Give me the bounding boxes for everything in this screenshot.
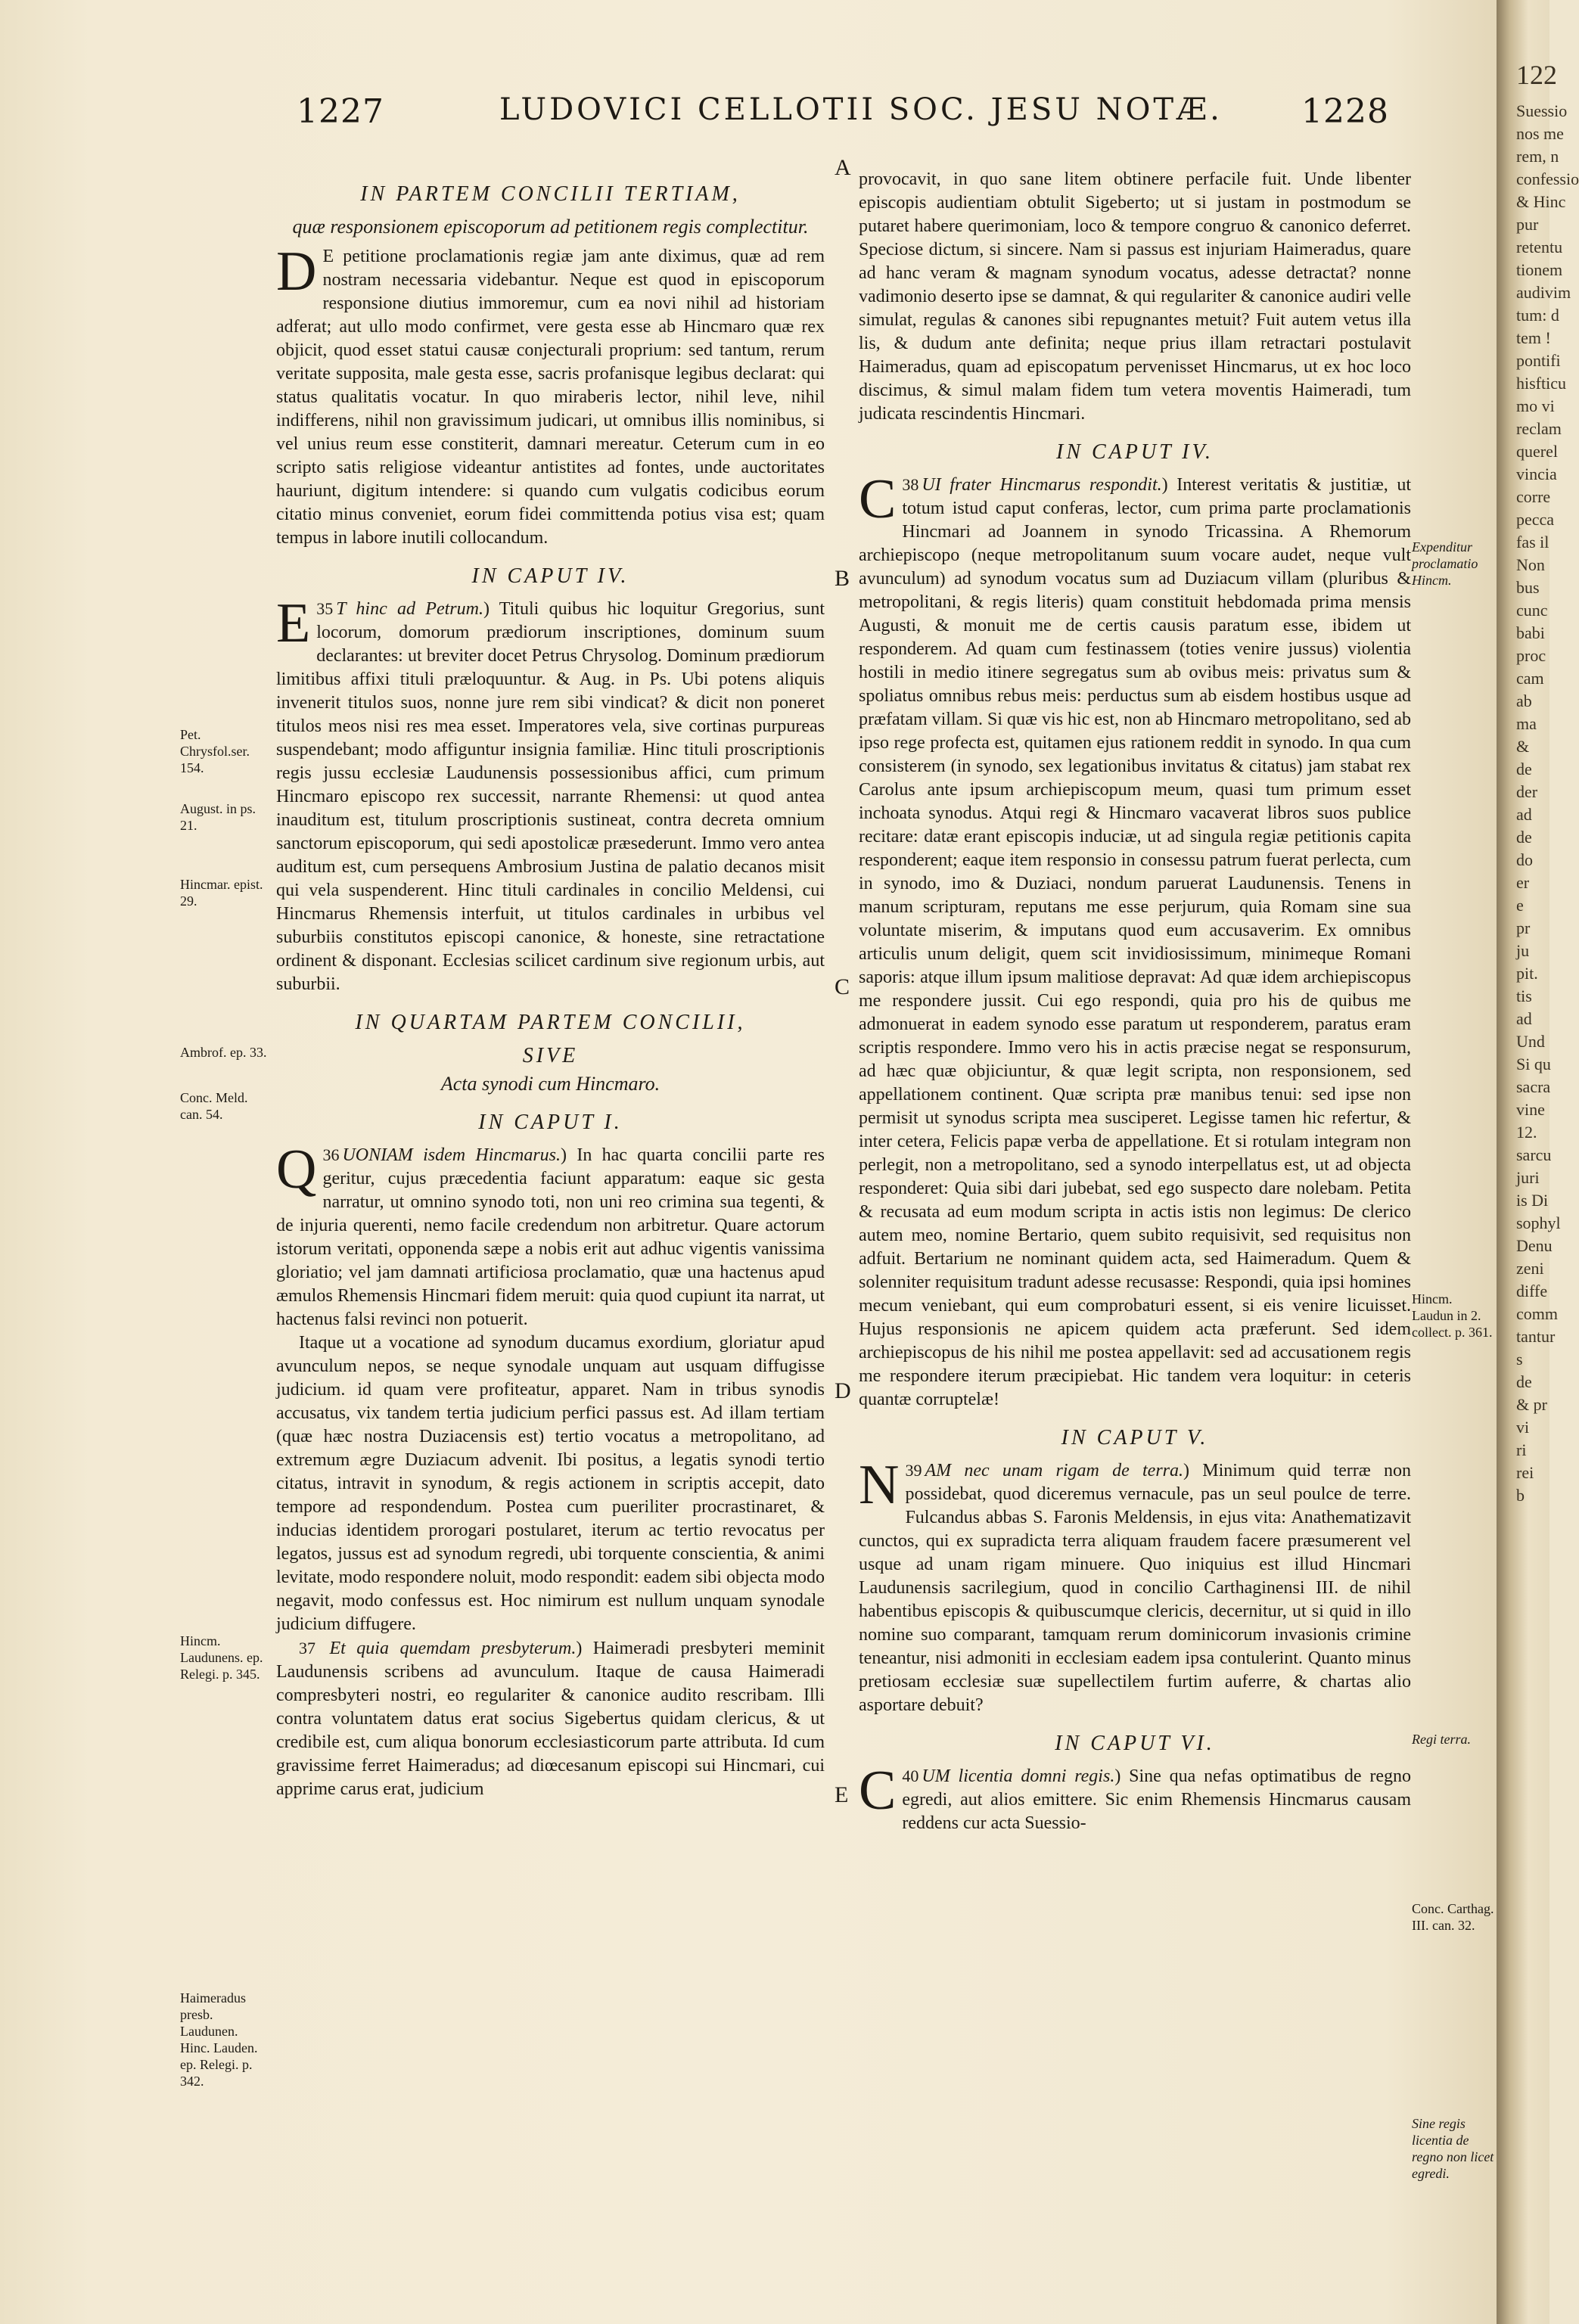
next-page-fragment: nos me <box>1516 124 1564 143</box>
next-page-fragment: is Di <box>1516 1191 1549 1210</box>
next-page-fragment: pontifi <box>1516 351 1561 370</box>
next-page-fragment: fas il <box>1516 533 1549 551</box>
paragraph-text: ) Minimum quid terræ non possidebat, quod diceremus vernacule, pas un seul poulce de terre. Fulcandus abbas S. Faronis Meldensis, in ejus vita: Anathematizavit cunctos, qui ex supradicta terra aliquam fraudem facere præsumerent vel usque ad unam rigam minuere. Quo iniquius est illud Hincmari Laudunensis sacrilegium, quod in concilio Carthaginensi III. de nihil habentibus episcopis & quibuscumque clericis, decernitur, ut si quid in illo nomine suo comparant, tamquam rerum dominicorum invasionis crimine teneantur, nisi admoniti in ecclesiam eadem ipsa contulerint. Quanto minus pretiosam ecclesiæ suæ supellectilem furtim auferre, & chartas alio asportare debuit? <box>859 1461 1412 1715</box>
next-page-fragment: pr <box>1516 918 1531 937</box>
paragraph-text: ) Sine qua nefas optimatibus de regno egredi, aut alios emittere. Sic enim Rhemensis Hincmarus causam reddens cur acta Suessio- <box>902 1766 1411 1833</box>
next-page-fragment: cam <box>1516 669 1544 688</box>
paragraph-text: provocavit, in quo sane litem obtinere perfacile fuit. Unde libenter episcopis audientiam obtulit Sigeberto; ut si justam in postmodum se putaret habere querimoniam, loco & tempore congruo & canonico deferret. Speciose dictum, si sincere. Nam si passus est injuriam Haimeradus, quare ad hanc veram & magnam synodum vocatus, adesse detractat? nonne vadimonio deserto ipse se damnat, & qui regulariter & canonice audiri velle simulat, regulas & canones sibi repugnantes metuit? Fuit autem vetus illa lis, & dudum ante definita; neque prius illam retractari postulavit Haimeradus, quam ad episcopatum pervenisset Hincmarus, ut ex hoc loco discimus, & simul malam fidem tum vetera moventis Haimeradi, tum judicata rescindentis Hincmari. <box>859 169 1411 424</box>
section-heading: IN CAPUT V. <box>1061 1426 1209 1449</box>
next-page-fragment: & <box>1516 737 1530 756</box>
section-letter: C <box>835 974 850 999</box>
paragraph <box>276 1139 825 1331</box>
next-page-fragment: bus <box>1516 578 1540 597</box>
note-lemma: T hinc ad Petrum. <box>336 599 483 619</box>
paragraph-text: Itaque ut a vocatione ad synodum ducamus exordium, gloriatur apud avunculum nepos, se neque synodale unquam aut usquam diffugisse judicium. id quam vere profiteatur, apparet. Nam in tribus synodis accusatus, vix tandem tertia judicium perfici passus est. Ad illam tertiam (quæ hæc nostra Duziacensis est) tertio vocatus a metropolitano, ad extremum ægre Duziacum advenit. Ibi positus, a legatis synodi tertio citatus, intravit in synodum, & regis actionem in scriptis accepit, dato tempore ad respondendum. Postea cum pueriliter procrastinaret, & inducias identidem prorogari postularet, iterum ac tertio revocatus per legatos, jussus est ad synodum regredi, ubi torquente conscientia, & animi levitate, modo respondere noluit, modo respondit: eadem sibi objecta modo negavit, modo confessus est. Hoc nimirum est nullum unquam synodale judicium diffugere. <box>276 1333 825 1634</box>
next-page-fragment: juri <box>1516 1168 1540 1187</box>
drop-cap: Q <box>276 1139 317 1201</box>
next-page-fragment: tum: d <box>1516 306 1559 325</box>
next-page-fragment: s <box>1516 1350 1523 1369</box>
paragraph-text: ) Haimeradi presbyteri meminit Laudunensis scribens ad avunculum. Itaque de causa Haimeradi compresbyteri nostri, eo regulariter & canonice audito rescribam. Illi contra voluntatem datus erat socius Sigebertus quidam clericus, & ut credibile est, cum aliqua bonorum ecclesiasticorum parte attributa. Id cum gravissime ferret Haimeradus; ad diœcesanum episcopi sui Hincmari, cui apprime carus erat, judicium <box>276 1639 825 1799</box>
next-page-fragment: tis <box>1516 986 1532 1005</box>
next-page-fragment: sarcu <box>1516 1145 1552 1164</box>
next-page-fragment: pecca <box>1516 510 1555 529</box>
section-heading: IN PARTEM CONCILII TERTIAM, <box>360 182 741 206</box>
next-page-fragment: mo vi <box>1516 396 1555 415</box>
paragraph-text: ) Tituli quibus hic loquitur Gregorius, sunt locorum, domorum prædiorum inscriptiones, dominum suum declarantes: ut breviter docet Petrus Chrysolog. Dominum prædiorum limitibus affixi tituli præloquuntur. & Aug. in Ps. Ubi potens aliquis invenerit titulos suos, nonne jure rem sibi vindicat? & dicit non poneret titulos meos nisi res mea esset. Imperatores vela, sive cortinas purpureas suspendebant; modo affiguntur insignia familiæ. Hinc tituli proscriptionis regis jussu ecclesiæ Laudunensis possessionibus affici, cum primum Hincmaro episcopo rex successit, narrante Rhemensi: ut quod antea inauditum est, titulum proscriptionis sustineat, contra decreta omnium sanctorum episcoporum, qui sedi apostolicæ præsederunt. Immo vero antea auditum est, cum persequens Ambrosium Justina de palatio decanos misit qui vela suspenderent. Hinc tituli cardinales in concilio Meldensi, cui Hincmarus Rhemensis interfuit, ut titulos cardinales in urbibus vel suburbiis constitutos episcopi canonice, & honeste, sine retractatione ordinent & disponant. Ecclesias scilicet cardinum sive regionum urbis, aut suburbii. <box>276 599 825 994</box>
next-page-fragment: tantur <box>1516 1327 1556 1346</box>
left-column <box>276 168 825 1801</box>
section-heading: IN CAPUT VI. <box>1055 1732 1215 1755</box>
next-page-fragment: ad <box>1516 1009 1532 1028</box>
margin-note: Hincm. Laudunens. ep. Relegi. p. 345. <box>180 1633 263 1682</box>
margin-note: Conc. Carthag. III. can. 32. <box>1412 1901 1494 1933</box>
paragraph <box>276 241 825 550</box>
paragraph-text: E petitione proclamationis regiæ jam ante diximus, quæ ad rem nostram necessaria videbantur. Neque est quod in episcoporum responsione diutius immoremur, cum ea novi nihil ad historiam adferat; aut ullo modo confirmet, vere gesta esse ab Hincmaro quæ rex objicit, quod esset statui causæ conjecturali proprium: sed tantum, rerum veritate supposita, male gesta esse, sacris profanisque legibus declarat: qui status qualitatis vocatur. In quo miraberis lector, nihil leve, nihil indifferens, nihil non gravissimum judicari, ut omnibus illis nominibus, si vel unius reum esse constiterit, damnari mereatur. Ceterum cum in eo scripto satis religiose videantur antistites ad fontes, unde auctoritates hauriunt, digitum intendere: si quando cum vulgatis codicibus eorum citatio minus conveniet, eorum fidei committenda potius visa est; quam tempus in labore inutili collocandum. <box>276 247 825 548</box>
next-page-fragment: & Hinc <box>1516 192 1566 211</box>
next-page-fragment: sophyl <box>1516 1213 1561 1232</box>
next-page-fragment: retentu <box>1516 238 1563 256</box>
next-page-fragment: reclam <box>1516 419 1562 438</box>
section-letter: A <box>835 155 851 180</box>
margin-note: Regi terra. <box>1412 1732 1471 1747</box>
margin-note: Conc. Meld. can. 54. <box>180 1090 248 1122</box>
section-subheading: quæ responsionem episcoporum ad petitionem regis complectitur. <box>292 216 809 238</box>
next-page-fragment: der <box>1516 782 1538 801</box>
margin-note: Hincm. Laudun in 2. collect. p. 361. <box>1412 1291 1493 1340</box>
next-page-fragment: ju <box>1516 941 1530 960</box>
next-page-fragment: Und <box>1516 1032 1545 1051</box>
next-page-fragment: zeni <box>1516 1259 1544 1278</box>
paragraph <box>276 1331 825 1636</box>
next-page-fragment: pit. <box>1516 964 1538 983</box>
paragraph <box>276 1636 825 1801</box>
section-heading: IN CAPUT I. <box>478 1111 623 1134</box>
paragraph <box>859 1760 1411 1835</box>
next-page-fragment: ab <box>1516 691 1532 710</box>
next-page-fragment: hisfticu <box>1516 374 1566 393</box>
next-page-fragment: Non <box>1516 555 1545 574</box>
next-page-fragment: audivim <box>1516 283 1571 302</box>
margin-note: August. in ps. 21. <box>180 801 256 833</box>
section-letter: B <box>835 566 850 591</box>
next-page-fragment: tionem <box>1516 260 1563 279</box>
note-number: 38 <box>902 475 919 494</box>
next-page-fragment: b <box>1516 1486 1525 1505</box>
note-lemma: Et quia quemdam presbyterum. <box>329 1639 577 1658</box>
next-page-fragment: vine <box>1516 1100 1545 1119</box>
next-page-fragment: proc <box>1516 646 1546 665</box>
next-page-fragment: vincia <box>1516 464 1557 483</box>
section-letter: E <box>835 1782 849 1807</box>
margin-note: Hincmar. epist. 29. <box>180 877 263 909</box>
next-page-fragment: de <box>1516 1372 1532 1391</box>
note-number: 40 <box>902 1766 919 1785</box>
next-page-fragment: Denu <box>1516 1236 1553 1255</box>
paragraph <box>859 1454 1412 1717</box>
drop-cap: C <box>859 468 897 530</box>
paragraph <box>276 592 825 996</box>
next-page-fragment: cunc <box>1516 601 1548 620</box>
next-page-fragment: ma <box>1516 714 1537 733</box>
next-page-fragment: de <box>1516 828 1532 847</box>
next-page-fragment: confessio <box>1516 169 1579 188</box>
next-page-fragment: pur <box>1516 215 1539 234</box>
running-title: LUDOVICI CELLOTII SOC. JESU NOTÆ. <box>499 92 1223 127</box>
next-page-fragment: tem ! <box>1516 328 1556 347</box>
next-page-fragment: rei <box>1516 1463 1534 1482</box>
next-page-fragment: babi <box>1516 623 1545 642</box>
next-page-fragment: comm <box>1516 1304 1558 1323</box>
next-page-fragment: er <box>1516 873 1530 892</box>
page-number-left: 1227 <box>297 92 384 131</box>
drop-cap: C <box>859 1760 897 1822</box>
note-number: 35 <box>316 599 334 618</box>
next-page-fragment: Si qu <box>1516 1055 1551 1073</box>
paragraph-text: ) In hac quarta concilii parte res geritur, cujus præcedentia faciunt apparatum: eaque sic gesta narratur, ut omnino synodo toti, non uni reo crimina sua tegenti, & de injuria querenti, nemo facile credendum non arbitretur. Quare actorum istorum veritati, opponenda sæpe a nobis erit aut adhuc vigentis vanissima gloriatio; vel jam damnati artificiosa proclamatio, quæ una hactenus apud æmulos Rhemensis Hincmari fidem meruit: quia quod cupiunt ita narrat, ut hactenus falsi revinci non potuerit. <box>276 1145 825 1329</box>
note-number: 36 <box>322 1145 340 1164</box>
section-heading-sive: SIVE <box>522 1044 579 1067</box>
next-page-fragment: rem, n <box>1516 147 1559 166</box>
section-heading: IN CAPUT IV. <box>471 564 629 588</box>
next-page-fragment: diffe <box>1516 1282 1548 1300</box>
next-page-fragment: vi <box>1516 1418 1530 1437</box>
section-heading: IN CAPUT IV. <box>1056 440 1214 464</box>
next-page-fragment: do <box>1516 850 1533 869</box>
next-page-fragment: Suessio <box>1516 101 1568 120</box>
paragraph <box>859 168 1411 426</box>
note-lemma: UM licentia domni regis. <box>922 1766 1115 1786</box>
section-heading: IN QUARTAM PARTEM CONCILII, <box>355 1011 746 1034</box>
right-column <box>859 168 1411 1835</box>
section-letter: D <box>835 1378 851 1403</box>
next-page-edge <box>1506 0 1579 2324</box>
next-page-fragment: e <box>1516 896 1524 915</box>
note-lemma: UONIAM isdem Hincmarus. <box>342 1145 561 1165</box>
next-page-fragment: de <box>1516 760 1532 778</box>
margin-note: Haimeradus presb. Laudunen. Hinc. Lauden. ep. Relegi. p. 342. <box>180 1990 258 2089</box>
paragraph <box>859 468 1411 1412</box>
note-number: 39 <box>905 1461 922 1480</box>
margin-note: Sine regis licentia de regno non licet egredi. <box>1412 2116 1494 2181</box>
page-number-right: 1228 <box>1301 92 1389 131</box>
next-page-fragment: 12. <box>1516 1123 1537 1142</box>
margin-note: Expenditur proclamatio Hincm. <box>1412 539 1478 588</box>
next-page-fragment: corre <box>1516 487 1551 506</box>
note-lemma: AM nec unam rigam de terra. <box>925 1461 1184 1480</box>
note-lemma: UI frater Hincmarus respondit. <box>922 475 1162 495</box>
next-page-fragment: ri <box>1516 1440 1527 1459</box>
next-page-fragment: sacra <box>1516 1077 1551 1096</box>
next-page-number: 122 <box>1516 60 1557 90</box>
paragraph-text: ) Interest veritatis & justitiæ, ut totum istud caput conferas, lector, cum prima parte proclamationis Hincmari ad Joannem in synodo Tricassina. A Rhemorum archiepiscopo (neque metropolitanum suum vocare audet, neque vult avunculum) ad synodum vocatus sum ad Duziacum villam (pluribus & metropolitani, & regis literis) quam constituit hebdomada prima mensis Augusti, & monuit me de certis causis paratum esse, ibidem ut responderem. Ad quam cum festinassem (toties venire jussus) violentia hostili in medio itinere segregatus sum ab ovibus meis: privatus sum & spoliatus omnibus rebus meis: perductus sum ab eisdem hostibus usque ad præfatam villam. Si quæ vis hic est, non ab Hincmaro metropolitano, sed ab ipso rege profecta est, quitamen ejus rationem reddit in synodo. In qua cum consisterem (in synodo, sex legationibus invitatus & citatus) jam stabat rex Carolus ante ipsum archiepiscopum meum, quasi tum primum esset inchoata synodus. Atqui regi & Hincmaro vacaverat libros suos publice recitare: datæ erant episcopis induciæ, ut ad singula regiæ petitionis capita responderent; eaque item responsio in consessu patrum fuerat perlecta, cum in synodo, imo & Duziaci, nondum paruerat Laudunensis. Tenens in manum scripturam, reputans me esse perjurum, quia Romam sine sua voluntate miserim, & imputans quod eum accusaverim. Ex omnibus articulis unum deligit, quem scit invidiosissimum, minimeque Romani saporis: atque illum ipsum malitiose depravat: Ad quæ idem archiepiscopus me respondere jussit. Cui ego respondi, quia pro his de quibus me admonuerat in eadem synodo esse paratum ut responderem, paratus eram scriptis respondere. Immo vero his in actis præcise negat se responsurum, ad hæc quæ objiciuntur, & quæ legit scripta, non responsionem, sed appellationem continent. Quæ scripta præ manibus tenui: sed ipse non permisit ut synodus scripta mea susciperet. Legisse tamen hic refertur, & inter cetera, Felicis papæ verba de appellatione. Et si rotulam integram non perlegit, non a metropolitano, sed a synodo interpellatus est, ut ad objecta responderet: Quia sibi dari jubebat, sed ego suspecto dare nolebam. Petita & recusata ad eum modum scripta in actis istis non legimus: De clerico autem meo, nomine Bertario, quem subito requisivit, sed requisitus non adfuit. Bertarium ne nominant quidem acta, sed Haimeradum. Quem & solenniter requisitum tradunt adesse recusasse: Respondi, quia ipsi homines mecum veniebant, qui eum comprobaturi essent, si eis venire licuisset. Hujus responsionis ne apicem quidem acta præferunt. Sed idem archiepiscopus de his nihil me postea appellavit: sed ad accusationem regis me respondere iterum præcipiebat. Hic tandem vera loquitur: in ceteris quantæ corruptelæ! <box>859 475 1411 1409</box>
note-number: 37 <box>299 1639 315 1658</box>
next-page-fragment: ad <box>1516 805 1532 824</box>
margin-note: Ambrof. ep. 33. <box>180 1045 267 1060</box>
margin-note: Pet. Chrysfol.ser. 154. <box>180 727 250 775</box>
next-page-fragment: & pr <box>1516 1395 1547 1414</box>
section-subheading: Acta synodi cum Hincmaro. <box>440 1073 661 1095</box>
drop-cap: E <box>276 592 311 654</box>
page-header <box>0 92 1506 145</box>
next-page-fragment: querel <box>1516 442 1558 461</box>
drop-cap: N <box>859 1454 900 1516</box>
drop-cap: D <box>276 241 317 303</box>
next-page-fragments <box>1516 100 1579 1507</box>
